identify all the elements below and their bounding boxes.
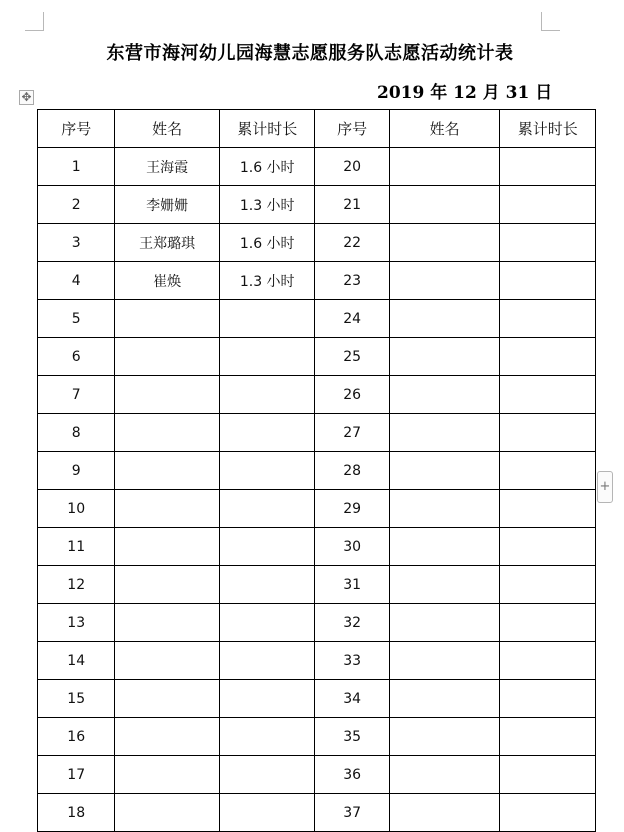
name-cell-2[interactable] — [389, 794, 500, 832]
name-cell-2[interactable] — [389, 262, 500, 300]
duration-cell[interactable] — [219, 300, 315, 338]
duration-cell-2[interactable] — [500, 566, 596, 604]
table-row — [38, 642, 596, 680]
duration-cell[interactable] — [219, 490, 315, 528]
duration-cell-2[interactable] — [500, 528, 596, 566]
name-cell[interactable] — [115, 528, 220, 566]
duration-cell-2[interactable] — [500, 642, 596, 680]
name-cell-2[interactable] — [389, 528, 500, 566]
duration-cell[interactable]: 1.3 小时 — [219, 262, 315, 300]
duration-cell[interactable] — [219, 718, 315, 756]
document-title: 东营市海河幼儿园海慧志愿服务队志愿活动统计表 — [106, 43, 514, 64]
table-row — [38, 604, 596, 642]
name-cell-2[interactable] — [389, 718, 500, 756]
page-corner-mark-right — [541, 12, 560, 31]
index-cell[interactable]: 6 — [38, 338, 115, 376]
name-cell[interactable] — [115, 490, 220, 528]
index-cell[interactable]: 14 — [38, 642, 115, 680]
name-cell-2[interactable] — [389, 756, 500, 794]
table-row — [38, 300, 596, 338]
duration-cell[interactable] — [219, 604, 315, 642]
table-row — [38, 794, 596, 832]
index-cell-2[interactable]: 26 — [315, 376, 389, 414]
page-corner-mark-left — [25, 12, 44, 31]
duration-cell[interactable]: 1.6 小时 — [219, 148, 315, 186]
add-column-plus-icon[interactable]: + — [597, 471, 613, 503]
duration-cell-2[interactable] — [500, 300, 596, 338]
table-row — [38, 756, 596, 794]
name-cell[interactable] — [115, 300, 220, 338]
duration-cell-2[interactable] — [500, 604, 596, 642]
index-cell-2[interactable]: 32 — [315, 604, 389, 642]
name-cell-2[interactable] — [389, 300, 500, 338]
header-index: 序号 — [38, 110, 115, 148]
index-cell-2[interactable]: 24 — [315, 300, 389, 338]
duration-cell-2[interactable] — [500, 338, 596, 376]
duration-cell[interactable] — [219, 528, 315, 566]
index-cell[interactable]: 4 — [38, 262, 115, 300]
duration-cell-2[interactable] — [500, 186, 596, 224]
index-cell[interactable]: 16 — [38, 718, 115, 756]
index-cell-2[interactable]: 25 — [315, 338, 389, 376]
index-cell[interactable]: 1 — [38, 148, 115, 186]
duration-cell-2[interactable] — [500, 376, 596, 414]
name-cell-2[interactable] — [389, 452, 500, 490]
table-row — [38, 376, 596, 414]
duration-cell-2[interactable] — [500, 490, 596, 528]
index-cell-2[interactable]: 31 — [315, 566, 389, 604]
index-cell-2[interactable]: 36 — [315, 756, 389, 794]
name-cell[interactable]: 李姗姗 — [115, 186, 220, 224]
index-cell-2[interactable]: 34 — [315, 680, 389, 718]
name-cell[interactable]: 王郑璐琪 — [115, 224, 220, 262]
name-cell[interactable] — [115, 452, 220, 490]
index-cell-2[interactable]: 28 — [315, 452, 389, 490]
index-cell[interactable]: 5 — [38, 300, 115, 338]
name-cell[interactable] — [115, 756, 220, 794]
duration-cell[interactable] — [219, 338, 315, 376]
duration-cell-2[interactable] — [500, 718, 596, 756]
name-cell[interactable] — [115, 718, 220, 756]
table-row — [38, 680, 596, 718]
name-cell-2[interactable] — [389, 224, 500, 262]
table-move-handle-icon[interactable]: ✥ — [19, 90, 34, 105]
duration-cell-2[interactable] — [500, 148, 596, 186]
name-cell[interactable] — [115, 566, 220, 604]
name-cell-2[interactable] — [389, 186, 500, 224]
name-cell-2[interactable] — [389, 604, 500, 642]
header-index-2: 序号 — [315, 110, 389, 148]
duration-cell[interactable]: 1.6 小时 — [219, 224, 315, 262]
name-cell[interactable] — [115, 414, 220, 452]
name-cell-2[interactable] — [389, 148, 500, 186]
name-cell[interactable] — [115, 680, 220, 718]
index-cell-2[interactable]: 35 — [315, 718, 389, 756]
duration-cell-2[interactable] — [500, 414, 596, 452]
table-row — [38, 414, 596, 452]
name-cell[interactable] — [115, 604, 220, 642]
index-cell-2[interactable]: 29 — [315, 490, 389, 528]
index-cell[interactable]: 18 — [38, 794, 115, 832]
header-name-2: 姓名 — [389, 110, 500, 148]
duration-cell[interactable] — [219, 756, 315, 794]
index-cell[interactable]: 15 — [38, 680, 115, 718]
name-cell[interactable]: 崔焕 — [115, 262, 220, 300]
duration-cell-2[interactable] — [500, 794, 596, 832]
table-row — [38, 452, 596, 490]
name-cell[interactable] — [115, 338, 220, 376]
index-cell[interactable]: 3 — [38, 224, 115, 262]
document-date: 2019 年 12 月 31 日 — [377, 83, 553, 103]
duration-cell[interactable] — [219, 414, 315, 452]
header-duration-2: 累计时长 — [500, 110, 596, 148]
duration-cell-2[interactable] — [500, 262, 596, 300]
table-row — [38, 718, 596, 756]
duration-cell-2[interactable] — [500, 756, 596, 794]
index-cell-2[interactable]: 27 — [315, 414, 389, 452]
duration-cell[interactable] — [219, 642, 315, 680]
name-cell-2[interactable] — [389, 490, 500, 528]
index-cell[interactable]: 17 — [38, 756, 115, 794]
table-row — [38, 566, 596, 604]
index-cell[interactable]: 7 — [38, 376, 115, 414]
table-row — [38, 186, 596, 224]
table-row — [38, 262, 596, 300]
duration-cell[interactable] — [219, 566, 315, 604]
index-cell[interactable]: 11 — [38, 528, 115, 566]
name-cell-2[interactable] — [389, 566, 500, 604]
table-row — [38, 338, 596, 376]
name-cell-2[interactable] — [389, 414, 500, 452]
volunteer-stats-table — [37, 109, 596, 832]
index-cell-2[interactable]: 30 — [315, 528, 389, 566]
header-name: 姓名 — [115, 110, 220, 148]
duration-cell[interactable]: 1.3 小时 — [219, 186, 315, 224]
duration-cell[interactable] — [219, 794, 315, 832]
index-cell[interactable]: 2 — [38, 186, 115, 224]
index-cell[interactable]: 10 — [38, 490, 115, 528]
index-cell[interactable]: 13 — [38, 604, 115, 642]
index-cell-2[interactable]: 22 — [315, 224, 389, 262]
duration-cell-2[interactable] — [500, 680, 596, 718]
index-cell-2[interactable]: 20 — [315, 148, 389, 186]
header-duration: 累计时长 — [219, 110, 315, 148]
name-cell[interactable]: 王海霞 — [115, 148, 220, 186]
duration-cell-2[interactable] — [500, 224, 596, 262]
index-cell[interactable]: 12 — [38, 566, 115, 604]
duration-cell[interactable] — [219, 376, 315, 414]
duration-cell-2[interactable] — [500, 452, 596, 490]
name-cell-2[interactable] — [389, 376, 500, 414]
name-cell-2[interactable] — [389, 680, 500, 718]
table-row — [38, 148, 596, 186]
duration-cell[interactable] — [219, 680, 315, 718]
table-row — [38, 490, 596, 528]
name-cell[interactable] — [115, 642, 220, 680]
duration-cell[interactable] — [219, 452, 315, 490]
table-header-row — [38, 110, 596, 148]
name-cell[interactable] — [115, 794, 220, 832]
name-cell[interactable] — [115, 376, 220, 414]
index-cell-2[interactable]: 33 — [315, 642, 389, 680]
name-cell-2[interactable] — [389, 338, 500, 376]
index-cell-2[interactable]: 23 — [315, 262, 389, 300]
index-cell-2[interactable]: 21 — [315, 186, 389, 224]
index-cell[interactable]: 8 — [38, 414, 115, 452]
index-cell-2[interactable]: 37 — [315, 794, 389, 832]
table-row — [38, 528, 596, 566]
index-cell[interactable]: 9 — [38, 452, 115, 490]
table-row — [38, 224, 596, 262]
name-cell-2[interactable] — [389, 642, 500, 680]
